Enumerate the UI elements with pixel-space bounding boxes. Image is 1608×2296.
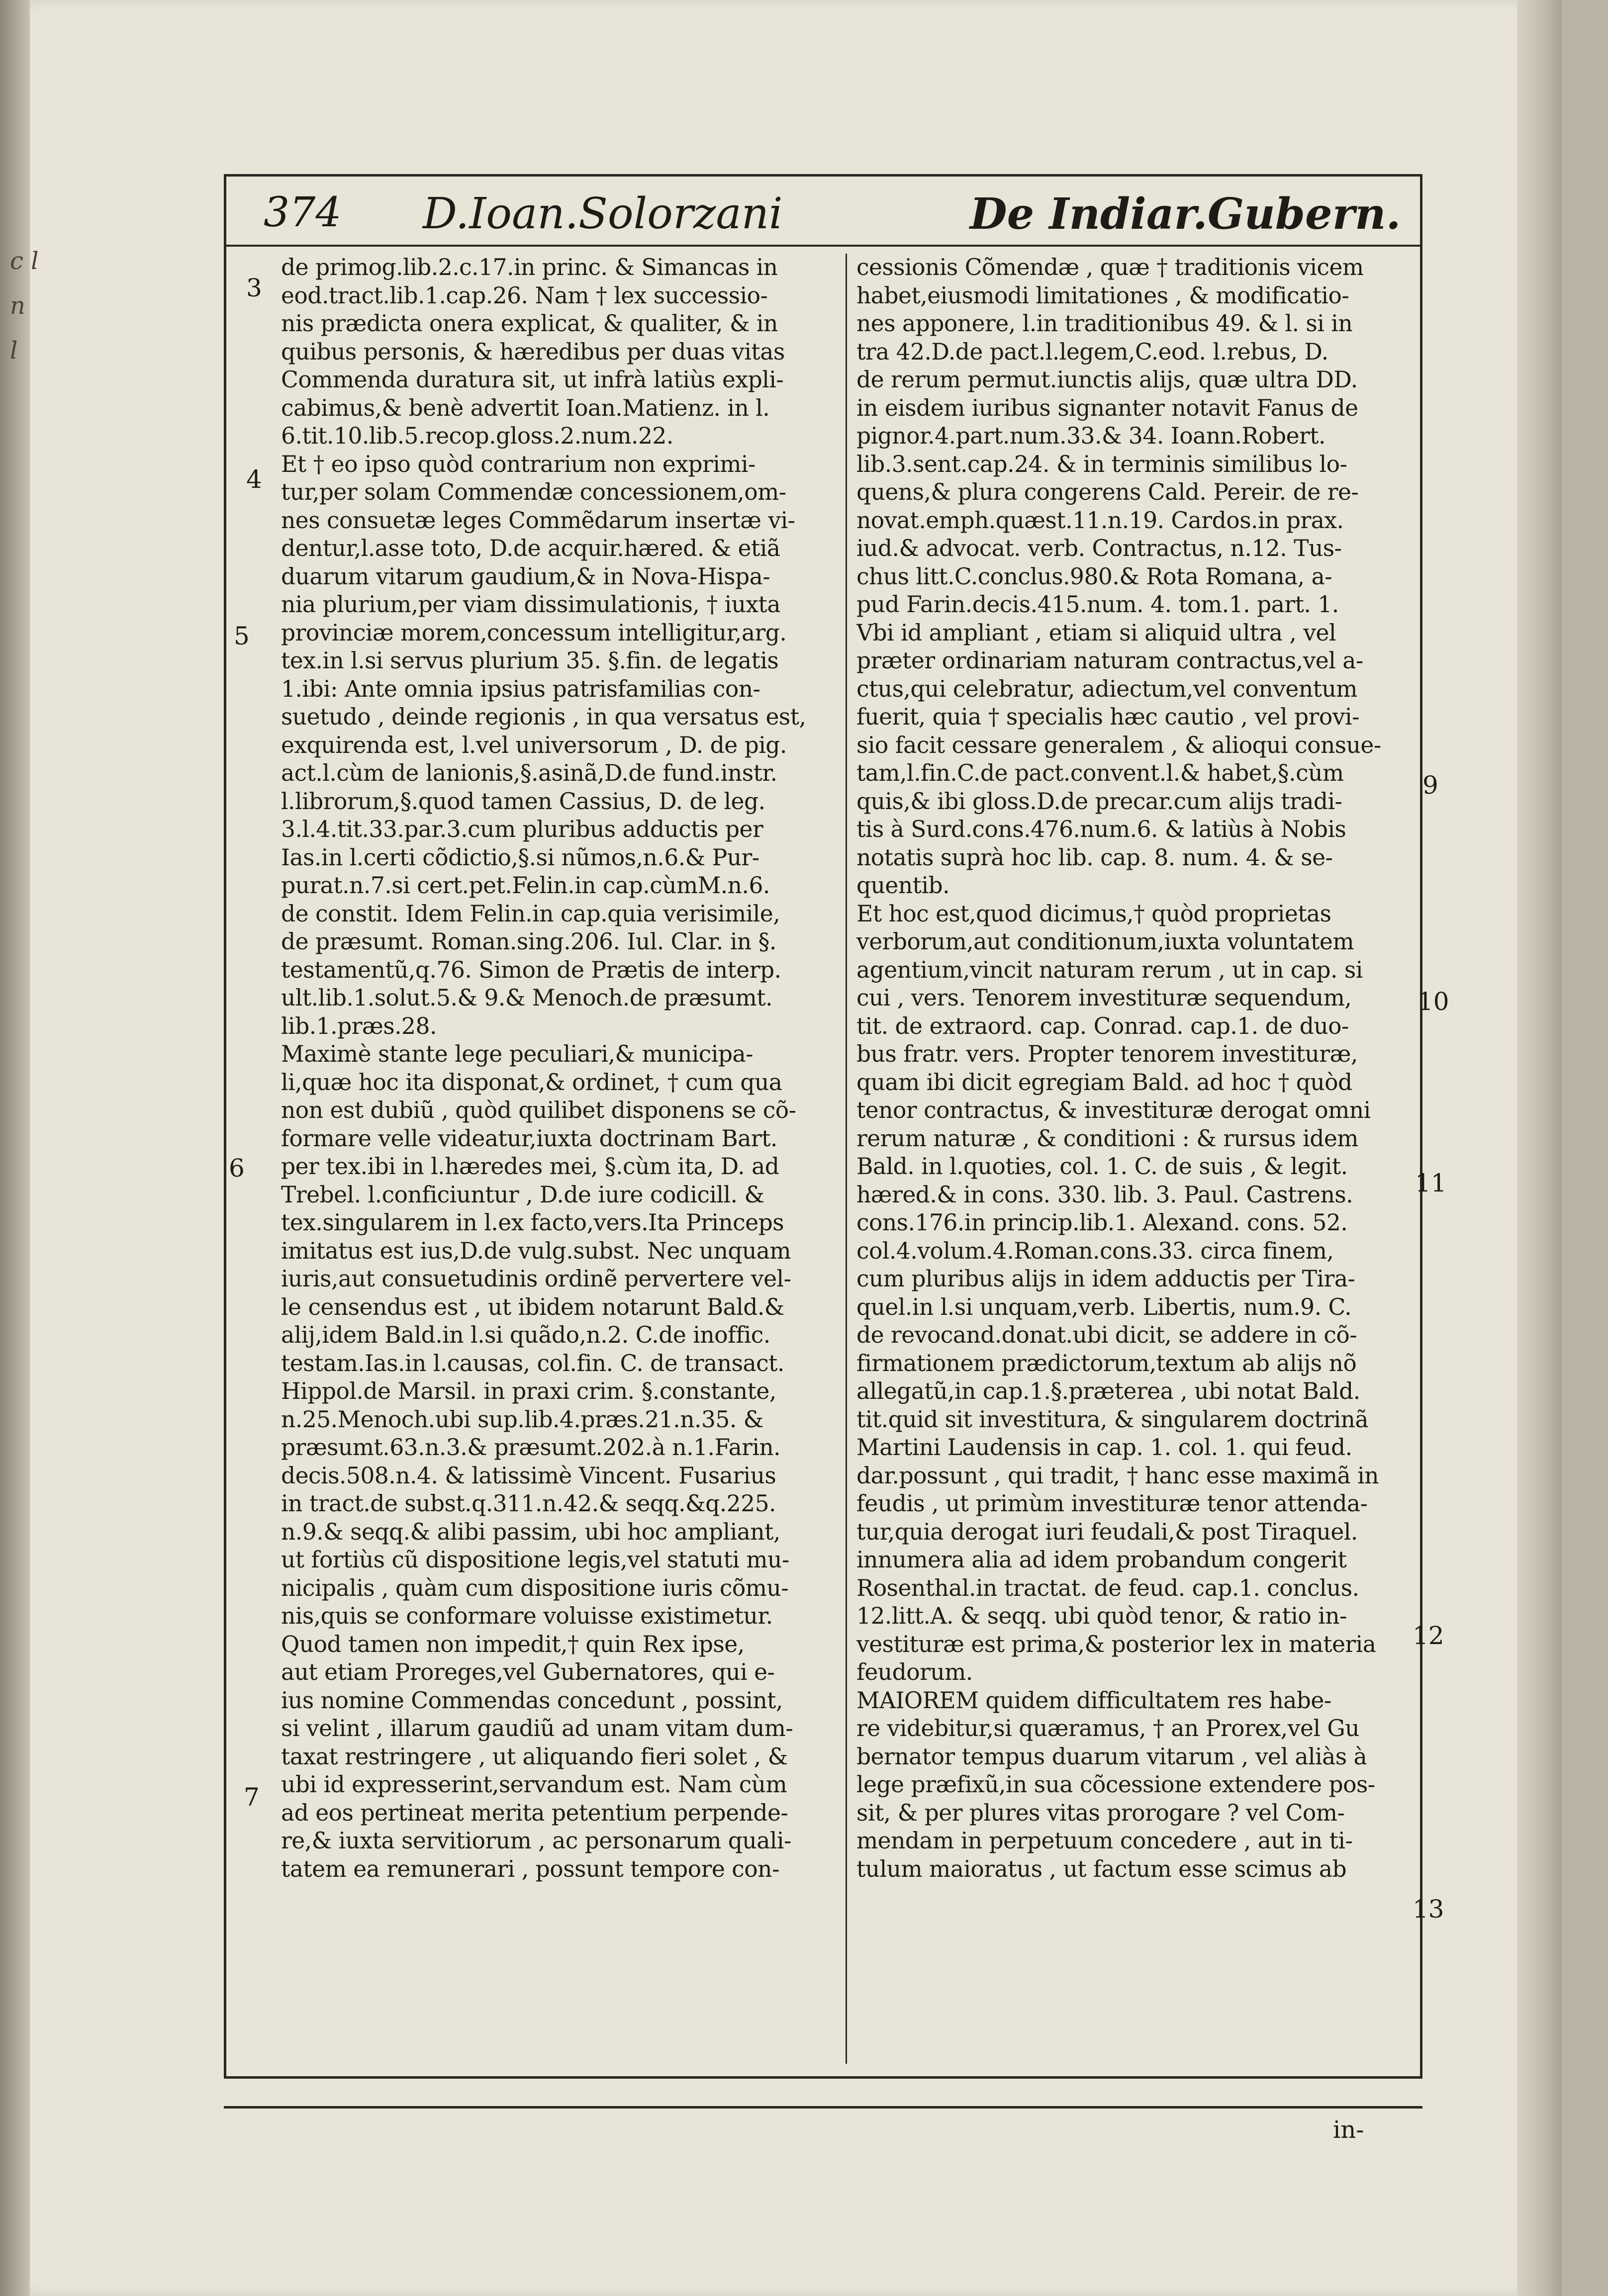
header-rule (224, 245, 1422, 247)
margin-number: 12 (1413, 1621, 1444, 1650)
text-line: cons.176.in princip.lib.1. Alexand. cons. 52. (856, 1209, 1348, 1236)
text-line: de revocand.donat.ubi dicit, se addere in cõ- (856, 1322, 1357, 1348)
text-line: nis prædicta onera explicat, & qualiter, & in (281, 310, 778, 337)
text-line: præsumt.63.n.3.& præsumt.202.à n.1.Farin. (281, 1434, 781, 1461)
text-line: cessionis Cõmendæ , quæ † traditionis vicem (856, 254, 1364, 280)
text-line: nia plurium,per viam dissimulationis, † iuxta (281, 591, 780, 618)
margin-number: 11 (1415, 1169, 1447, 1197)
text-line: Maximè stante lege peculiari,& municipa- (281, 1041, 753, 1067)
catchword: in- (1333, 2116, 1364, 2144)
text-line: ctus,qui celebratur, adiectum,vel conventum (856, 675, 1357, 702)
text-line: tra 42.D.de pact.l.legem,C.eod. l.rebus, D. (856, 338, 1328, 365)
text-line: in tract.de subst.q.311.n.42.& seqq.&q.225. (281, 1490, 776, 1517)
text-line: dar.possunt , qui tradit, † hanc esse maximã in (856, 1462, 1379, 1489)
text-line: quibus personis, & hæredibus per duas vitas (281, 338, 785, 365)
text-line: dentur,l.asse toto, D.de acquir.hæred. & etiã (281, 535, 780, 561)
text-line: quens,& plura congerens Cald. Pereir. de re- (856, 479, 1359, 505)
text-line: allegatũ,in cap.1.§.præterea , ubi notat Bald. (856, 1378, 1360, 1404)
text-line: de præsumt. Roman.sing.206. Iul. Clar. in §. (281, 928, 776, 955)
text-line: tenor contractus, & investituræ derogat omni (856, 1097, 1371, 1123)
text-line: imitatus est ius,D.de vulg.subst. Nec unquam (281, 1237, 791, 1264)
text-line: de primog.lib.2.c.17.in princ. & Simancas in (281, 254, 778, 280)
text-line: de constit. Idem Felin.in cap.quia verisimile, (281, 900, 780, 927)
text-line: non est dubiũ , quòd quilibet disponens se cõ- (281, 1097, 796, 1123)
text-line: fuerit, quia † specialis hæc cautio , vel provi- (856, 704, 1359, 730)
text-line: pud Farin.decis.415.num. 4. tom.1. part. 1. (856, 591, 1339, 618)
text-line: MAIOREM quidem difficultatem res habe- (856, 1687, 1331, 1714)
text-line: chus litt.C.conclus.980.& Rota Romana, a- (856, 563, 1332, 590)
text-line: taxat restringere , ut aliquando fieri solet , & (281, 1743, 788, 1770)
text-line: 3.l.4.tit.33.par.3.cum pluribus adductis per (281, 816, 763, 842)
running-author: D.Ioan.Solorzani (423, 189, 783, 239)
text-line: provinciæ morem,concessum intelligitur,arg. (281, 619, 787, 646)
running-header (234, 184, 1408, 239)
text-line: decis.508.n.4. & latissimè Vincent. Fusarius (281, 1462, 776, 1489)
text-line: nis,quis se conformare voluisse existimetur. (281, 1603, 773, 1629)
text-line: duarum vitarum gaudium,& in Nova-Hispa- (281, 563, 770, 590)
text-line: sit, & per plures vitas prorogare ? vel Com- (856, 1799, 1345, 1826)
text-line: mendam in perpetuum concedere , aut in ti- (856, 1828, 1353, 1854)
handwritten-margin-note: c l n l (10, 247, 39, 365)
text-line: notatis suprà hoc lib. cap. 8. num. 4. & se- (856, 844, 1333, 871)
text-line: vestituræ est prima,& posterior lex in materia (856, 1631, 1376, 1657)
margin-number: 4 (246, 465, 262, 494)
margin-number: 6 (229, 1154, 245, 1183)
text-line: agentium,vincit naturam rerum , ut in cap. si (856, 956, 1363, 983)
right-column (856, 254, 1414, 2064)
text-line: si velint , illarum gaudiũ ad unam vitam dum- (281, 1715, 793, 1742)
text-line: 1.ibi: Ante omnia ipsius patrisfamilias con- (281, 675, 760, 702)
text-line: re videbitur,si quæramus, † an Prorex,vel Gu (856, 1715, 1360, 1742)
text-line: n.25.Menoch.ubi sup.lib.4.præs.21.n.35. & (281, 1406, 763, 1433)
margin-number: 13 (1413, 1895, 1444, 1924)
text-line: tex.singularem in l.ex facto,vers.Ita Princeps (281, 1209, 784, 1236)
text-line: Et † eo ipso quòd contrarium non exprimi- (281, 451, 756, 477)
text-line: quentib. (856, 872, 950, 899)
text-line: tur,per solam Commendæ concessionem,om- (281, 479, 786, 505)
text-line: tur,quia derogat iuri feudali,& post Tiraquel. (856, 1518, 1358, 1545)
text-line: lege præfixũ,in sua cõcessione extendere pos- (856, 1771, 1375, 1798)
text-line: in eisdem iuribus signanter notavit Fanus de (856, 394, 1358, 421)
text-line: ad eos pertineat merita petentium perpende- (281, 1799, 788, 1826)
text-line: præter ordinariam naturam contractus,vel a- (856, 647, 1363, 674)
left-column (281, 254, 838, 2064)
text-line: sio facit cessare generalem , & alioqui consue- (856, 732, 1381, 758)
text-line: testamentũ,q.76. Simon de Prætis de interp. (281, 956, 781, 983)
text-line: alij,idem Bald.in l.si quãdo,n.2. C.de inoffic. (281, 1322, 770, 1348)
text-line: cui , vers. Tenorem investituræ sequendum, (856, 985, 1352, 1011)
text-line: quel.in l.si unquam,verb. Libertis, num.9. C. (856, 1293, 1352, 1320)
page-gutter (1517, 0, 1562, 2296)
text-line: quis,& ibi gloss.D.de precar.cum alijs tradi- (856, 788, 1342, 815)
text-line: nes apponere, l.in traditionibus 49. & l. si in (856, 310, 1353, 337)
text-line: Commenda duratura sit, ut infrà latiùs expli- (281, 367, 784, 393)
text-line: testam.Ias.in l.causas, col.fin. C. de transact. (281, 1350, 784, 1377)
text-line: Hippol.de Marsil. in praxi crim. §.constante, (281, 1378, 776, 1404)
text-line: bus fratr. vers. Propter tenorem investituræ, (856, 1041, 1358, 1067)
text-line: Ias.in l.certi cõdictio,§.si nũmos,n.6.& Pur- (281, 844, 759, 871)
text-line: nicipalis , quàm cum dispositione iuris cõmu- (281, 1574, 789, 1601)
text-line: tex.in l.si servus plurium 35. §.fin. de legatis (281, 647, 779, 674)
text-line: verborum,aut conditionum,iuxta voluntatem (856, 928, 1354, 955)
text-line: tulum maioratus , ut factum esse scimus ab (856, 1855, 1347, 1882)
text-line: iuris,aut consuetudinis ordinẽ pervertere vel- (281, 1266, 791, 1292)
text-line: l.librorum,§.quod tamen Cassius, D. de leg. (281, 788, 765, 815)
text-line: suetudo , deinde regionis , in qua versatus est, (281, 704, 806, 730)
text-line: 12.litt.A. & seqq. ubi quòd tenor, & ratio in- (856, 1603, 1347, 1629)
text-line: feudis , ut primùm investituræ tenor attenda- (856, 1490, 1368, 1517)
text-line: Martini Laudensis in cap. 1. col. 1. qui feud. (856, 1434, 1352, 1461)
text-line: novat.emph.quæst.11.n.19. Cardos.in prax. (856, 507, 1344, 534)
text-line: re,& iuxta servitiorum , ac personarum quali- (281, 1828, 791, 1854)
text-line: hæred.& in cons. 330. lib. 3. Paul. Castrens. (856, 1181, 1353, 1208)
text-line: n.9.& seqq.& alibi passim, ubi hoc ampliant, (281, 1518, 780, 1545)
running-title: De Indiar.Gubern. (970, 189, 1401, 239)
text-line: Rosenthal.in tractat. de feud. cap.1. conclus. (856, 1574, 1359, 1601)
text-line: exquirenda est, l.vel universorum , D. de pig. (281, 732, 787, 758)
text-line: tit. de extraord. cap. Conrad. cap.1. de duo- (856, 1012, 1349, 1039)
text-line: tatem ea remunerari , possunt tempore con- (281, 1855, 779, 1882)
margin-number: 3 (246, 274, 262, 302)
text-line: Quod tamen non impedit,† quin Rex ipse, (281, 1631, 745, 1657)
text-line: lib.1.præs.28. (281, 1012, 437, 1039)
text-line: nes consuetæ leges Commẽdarum insertæ vi- (281, 507, 795, 534)
text-line: purat.n.7.si cert.pet.Felin.in cap.cùmM.n.6. (281, 872, 770, 899)
text-line: 6.tit.10.lib.5.recop.gloss.2.num.22. (281, 423, 673, 449)
text-line: feudorum. (856, 1659, 973, 1685)
text-line: tis à Surd.cons.476.num.6. & latiùs à Nobis (856, 816, 1346, 842)
text-line: ubi id expresserint,servandum est. Nam cùm (281, 1771, 787, 1798)
text-line: innumera alia ad idem probandum congerit (856, 1547, 1347, 1573)
text-line: iud.& advocat. verb. Contractus, n.12. Tus- (856, 535, 1342, 561)
text-line: Trebel. l.conficiuntur , D.de iure codicill. & (281, 1181, 764, 1208)
text-line: lib.3.sent.cap.24. & in terminis similibus lo- (856, 451, 1347, 477)
text-line: col.4.volum.4.Roman.cons.33. circa finem, (856, 1237, 1334, 1264)
margin-number: 7 (244, 1783, 260, 1812)
footer-rule (224, 2106, 1422, 2109)
text-line: eod.tract.lib.1.cap.26. Nam † lex successio- (281, 282, 768, 309)
text-line: aut etiam Proreges,vel Gubernatores, qui e- (281, 1659, 775, 1685)
text-line: tam,l.fin.C.de pact.convent.l.& habet,§.cùm (856, 760, 1344, 786)
text-line: quam ibi dicit egregiam Bald. ad hoc † quòd (856, 1069, 1352, 1096)
text-line: act.l.cùm de lanionis,§.asinã,D.de fund.instr. (281, 760, 777, 786)
text-line: Bald. in l.quoties, col. 1. C. de suis , & legit. (856, 1153, 1348, 1180)
margin-number: 10 (1418, 987, 1449, 1016)
text-line: pignor.4.part.num.33.& 34. Ioann.Robert. (856, 423, 1326, 449)
text-line: li,quæ hoc ita disponat,& ordinet, † cum qua (281, 1069, 782, 1096)
text-line: cabimus,& benè advertit Ioan.Matienz. in l. (281, 394, 770, 421)
text-line: habet,eiusmodi limitationes , & modificatio- (856, 282, 1349, 309)
text-line: Vbi id ampliant , etiam si aliquid ultra , vel (856, 619, 1336, 646)
page-number: 374 (264, 189, 342, 236)
text-line: ius nomine Commendas concedunt , possint, (281, 1687, 783, 1714)
text-line: de rerum permut.iunctis alijs, quæ ultra DD. (856, 367, 1358, 393)
text-line: per tex.ibi in l.hæredes mei, §.cùm ita, D. ad (281, 1153, 779, 1180)
text-line: Et hoc est,quod dicimus,† quòd proprietas (856, 900, 1331, 927)
text-line: bernator tempus duarum vitarum , vel aliàs à (856, 1743, 1367, 1770)
margin-number: 9 (1422, 771, 1438, 800)
text-line: cum pluribus alijs in idem adductis per Tira- (856, 1266, 1355, 1292)
column-divider (846, 254, 847, 2064)
text-line: le censendus est , ut ibidem notarunt Bald.& (281, 1293, 784, 1320)
text-line: tit.quid sit investitura, & singularem doctrinã (856, 1406, 1368, 1433)
text-line: formare velle videatur,iuxta doctrinam Bart. (281, 1125, 777, 1152)
text-line: ut fortiùs cũ dispositione legis,vel statuti mu- (281, 1547, 789, 1573)
text-line: ult.lib.1.solut.5.& 9.& Menoch.de præsumt. (281, 985, 772, 1011)
margin-number: 5 (234, 622, 250, 650)
text-line: firmationem prædictorum,textum ab alijs nõ (856, 1350, 1357, 1377)
text-line: rerum naturæ , & conditioni : & rursus idem (856, 1125, 1358, 1152)
